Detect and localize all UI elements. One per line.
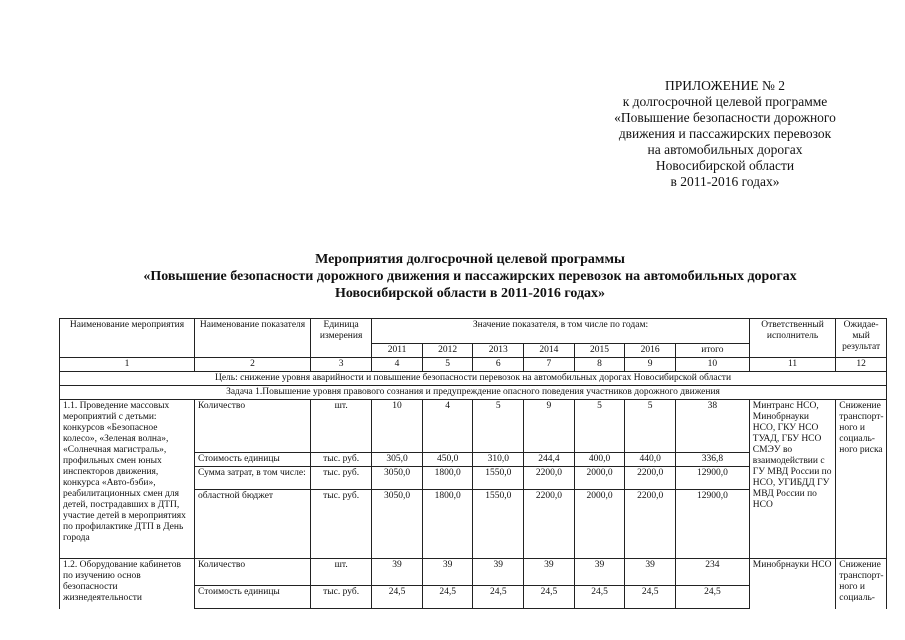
value-cell: 24,5 — [422, 586, 473, 609]
value-total-cell: 234 — [675, 559, 749, 586]
value-cell: 24,5 — [524, 586, 575, 609]
unit-label: тыс. руб. — [311, 490, 372, 559]
value-cell: 5 — [625, 400, 676, 453]
value-cell: 39 — [524, 559, 575, 586]
header-year: 2013 — [473, 344, 524, 358]
document-title — [60, 251, 880, 302]
value-cell: 2200,0 — [524, 467, 575, 490]
value-total-cell: 12900,0 — [675, 467, 749, 490]
appendix-line: «Повышение безопасности дорожного — [614, 110, 836, 125]
title-line: Новосибирской области в 2011-2016 годах» — [334, 286, 606, 301]
value-cell: 39 — [473, 559, 524, 586]
unit-label: тыс. руб. — [311, 467, 372, 490]
indicator-label: Стоимость единицы — [195, 586, 311, 609]
goal-row: Цель: снижение уровня аварийности и повышение безопасности перевозок на автомобильных дорогах Новосибирской области — [60, 372, 887, 386]
value-cell: 2000,0 — [574, 467, 625, 490]
value-cell: 9 — [524, 400, 575, 453]
value-cell: 1550,0 — [473, 467, 524, 490]
unit-label: шт. — [311, 400, 372, 453]
indicator-label: Стоимость единицы — [195, 453, 311, 467]
header-indicator: Наименование показателя — [195, 319, 311, 358]
header-year: 2015 — [574, 344, 625, 358]
value-cell: 24,5 — [473, 586, 524, 609]
column-number: 12 — [836, 358, 887, 372]
value-cell: 1800,0 — [422, 490, 473, 559]
column-number: 8 — [574, 358, 625, 372]
indicator-label: областной бюджет — [195, 490, 311, 559]
value-cell: 2200,0 — [524, 490, 575, 559]
responsible-cell: Минтранс НСО, Минобрнауки НСО, ГКУ НСО ТУАД, ГБУ НСО СМЭУ во взаимодействии с ГУ МВД России по НСО, УГИБДД ГУ МВД России по НСО — [749, 400, 835, 559]
value-cell: 24,5 — [574, 586, 625, 609]
header-year: 2012 — [422, 344, 473, 358]
title-line: «Повышение безопасности дорожного движения и пассажирских перевозок на автомобильных дорогах — [143, 269, 797, 284]
appendix-line: Новосибирской области — [655, 158, 795, 173]
indicator-label: Сумма затрат, в том числе: — [195, 467, 311, 490]
column-number: 5 — [422, 358, 473, 372]
responsible-cell: Минобрнауки НСО — [749, 559, 835, 609]
value-cell: 5 — [473, 400, 524, 453]
value-cell: 440,0 — [625, 453, 676, 467]
expected-result-cell: Снижение транспорт-ного и социаль-ного риска — [836, 400, 887, 559]
appendix-line: на автомобильных дорогах — [647, 142, 803, 157]
unit-label: тыс. руб. — [311, 586, 372, 609]
column-number: 4 — [372, 358, 423, 372]
activity-name: 1.2. Оборудование кабинетов по изучению основ безопасности жизнедеятельности — [60, 559, 195, 609]
appendix-line: ПРИЛОЖЕНИЕ № 2 — [664, 78, 786, 93]
value-cell: 400,0 — [574, 453, 625, 467]
indicator-label: Количество — [195, 559, 311, 586]
value-cell: 24,5 — [372, 586, 423, 609]
value-cell: 39 — [422, 559, 473, 586]
header-name: Наименование мероприятия — [60, 319, 195, 358]
header-values: Значение показателя, в том числе по годам: — [372, 319, 750, 344]
value-cell: 3050,0 — [372, 467, 423, 490]
value-cell: 305,0 — [372, 453, 423, 467]
column-number: 7 — [524, 358, 575, 372]
column-number: 11 — [749, 358, 835, 372]
value-cell: 244,4 — [524, 453, 575, 467]
header-expected: Ожидае-мый результат — [836, 319, 887, 358]
header-year: 2011 — [372, 344, 423, 358]
value-total-cell: 336,8 — [675, 453, 749, 467]
header-responsible: Ответственный исполнитель — [749, 319, 835, 358]
activity-name: 1.1. Проведение массовых мероприятий с детьми: конкурсов «Безопасное колесо», «Зеленая волна», «Солнечная магистраль», профильных смен юных инспекторов движения, конкурса «Авто-бэби», реабилитационных смен для детей, пострадавших в ДТП, участие детей в мероприятиях по профилактике ДТП в День города — [60, 400, 195, 559]
header-year: 2016 — [625, 344, 676, 358]
value-cell: 10 — [372, 400, 423, 453]
title-line: Мероприятия долгосрочной целевой программы — [315, 252, 625, 267]
column-number: 3 — [311, 358, 372, 372]
value-cell: 39 — [574, 559, 625, 586]
value-cell: 5 — [574, 400, 625, 453]
activities-table — [59, 318, 887, 609]
column-number: 2 — [195, 358, 311, 372]
value-cell: 24,5 — [625, 586, 676, 609]
column-number: 9 — [625, 358, 676, 372]
appendix-line: в 2011-2016 годах» — [670, 174, 780, 189]
value-cell: 2200,0 — [625, 467, 676, 490]
value-total-cell: 12900,0 — [675, 490, 749, 559]
unit-label: шт. — [311, 559, 372, 586]
appendix-line: движения и пассажирских перевозок — [618, 126, 832, 141]
header-year: 2014 — [524, 344, 575, 358]
header-year-total: итого — [675, 344, 749, 358]
task-row: Задача 1.Повышение уровня правового сознания и предупреждение опасного поведения участников дорожного движения — [60, 386, 887, 400]
column-number: 10 — [675, 358, 749, 372]
value-cell: 2200,0 — [625, 490, 676, 559]
appendix-block — [590, 78, 860, 190]
value-cell: 39 — [372, 559, 423, 586]
value-cell: 450,0 — [422, 453, 473, 467]
appendix-line: к долгосрочной целевой программе — [622, 94, 828, 109]
value-cell: 39 — [625, 559, 676, 586]
value-cell: 1800,0 — [422, 467, 473, 490]
value-cell: 310,0 — [473, 453, 524, 467]
expected-result-cell: Снижение транспорт-ного и социаль- — [836, 559, 887, 609]
column-number: 6 — [473, 358, 524, 372]
value-total-cell: 24,5 — [675, 586, 749, 609]
column-number: 1 — [60, 358, 195, 372]
unit-label: тыс. руб. — [311, 453, 372, 467]
value-cell: 2000,0 — [574, 490, 625, 559]
value-total-cell: 38 — [675, 400, 749, 453]
indicator-label: Количество — [195, 400, 311, 453]
value-cell: 1550,0 — [473, 490, 524, 559]
header-unit: Единица измерения — [311, 319, 372, 358]
value-cell: 4 — [422, 400, 473, 453]
value-cell: 3050,0 — [372, 490, 423, 559]
